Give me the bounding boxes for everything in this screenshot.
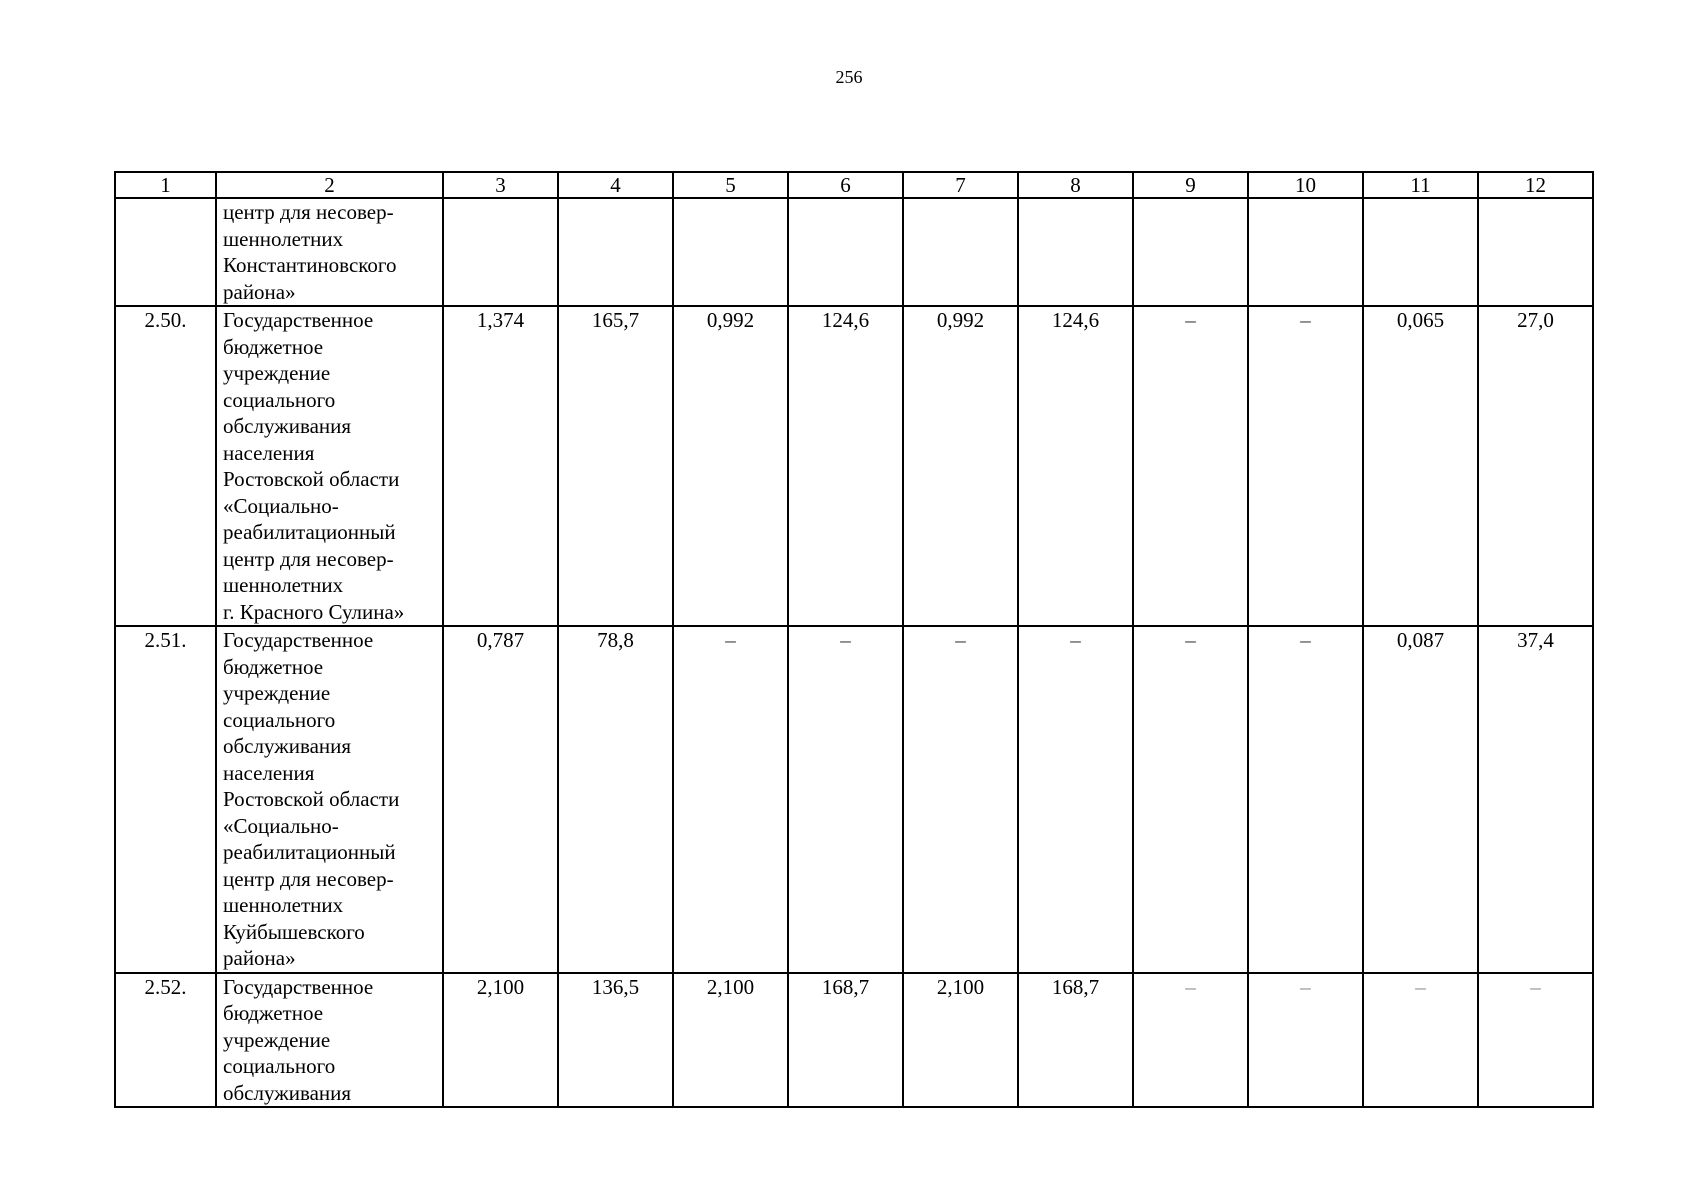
table-header-row xyxy=(115,172,1593,198)
value-cell: – xyxy=(1133,626,1248,973)
name-line: бюджетное xyxy=(223,334,324,359)
value-cell xyxy=(1363,198,1478,306)
name-line: «Социально- xyxy=(223,493,339,518)
name-line: населения xyxy=(223,760,315,785)
data-table xyxy=(114,171,1594,1108)
name-line: г. Красного Сулина» xyxy=(223,599,405,624)
table-row xyxy=(115,198,1593,306)
value-cell: 124,6 xyxy=(788,306,903,626)
column-header: 2 xyxy=(216,172,443,198)
value-cell: 168,7 xyxy=(788,973,903,1108)
name-line: центр для несовер- xyxy=(223,200,394,224)
value-cell: 0,992 xyxy=(903,306,1018,626)
value-cell: – xyxy=(1363,973,1478,1108)
name-line: социального xyxy=(223,707,336,732)
value-cell: 37,4 xyxy=(1478,626,1593,973)
name-line: социального xyxy=(223,1054,336,1078)
value-cell xyxy=(1018,198,1133,306)
value-cell: 168,7 xyxy=(1018,973,1133,1108)
name-line: центр для несовер- xyxy=(223,546,394,571)
name-line: шеннолетних xyxy=(223,573,344,597)
name-line: населения xyxy=(223,440,315,465)
value-cell: 2,100 xyxy=(443,973,558,1108)
name-line: бюджетное xyxy=(223,654,324,679)
name-line: учреждение xyxy=(223,1027,331,1052)
row-number: 2.51. xyxy=(115,626,216,973)
row-number: 2.50. xyxy=(115,306,216,626)
value-cell: 0,787 xyxy=(443,626,558,973)
value-cell: – xyxy=(1248,626,1363,973)
column-header: 7 xyxy=(903,172,1018,198)
value-cell: 0,065 xyxy=(1363,306,1478,626)
table-row xyxy=(115,306,1593,626)
value-cell: 124,6 xyxy=(1018,306,1133,626)
name-line: Государственное xyxy=(223,308,374,332)
column-header: 9 xyxy=(1133,172,1248,198)
name-line: Ростовской области xyxy=(223,467,400,491)
value-cell: – xyxy=(1018,626,1133,973)
name-line: центр для несовер- xyxy=(223,866,394,891)
name-line: обслуживания xyxy=(223,414,352,438)
row-number xyxy=(115,198,216,306)
value-cell: – xyxy=(1133,306,1248,626)
name-line: шеннолетних xyxy=(223,226,344,251)
institution-name xyxy=(216,306,443,626)
table-row xyxy=(115,626,1593,973)
name-line: района» xyxy=(223,279,296,304)
institution-name xyxy=(216,198,443,306)
value-cell: – xyxy=(1133,973,1248,1108)
column-header: 11 xyxy=(1363,172,1478,198)
column-header: 4 xyxy=(558,172,673,198)
value-cell xyxy=(788,198,903,306)
name-line: Константиновского xyxy=(223,253,397,277)
column-header: 8 xyxy=(1018,172,1133,198)
page-number: 256 xyxy=(835,67,863,87)
table-row xyxy=(115,973,1593,1108)
value-cell: – xyxy=(673,626,788,973)
name-line: шеннолетних xyxy=(223,893,344,917)
value-cell: 27,0 xyxy=(1478,306,1593,626)
value-cell: 136,5 xyxy=(558,973,673,1108)
name-line: Государственное xyxy=(223,974,374,999)
name-line: района» xyxy=(223,946,296,970)
value-cell: – xyxy=(1478,973,1593,1108)
name-line: Ростовской области xyxy=(223,787,400,811)
name-line: Государственное xyxy=(223,628,374,652)
value-cell: 2,100 xyxy=(903,973,1018,1108)
value-cell: 0,087 xyxy=(1363,626,1478,973)
institution-name xyxy=(216,973,443,1108)
name-line: социального xyxy=(223,387,336,412)
name-line: обслуживания xyxy=(223,734,352,758)
value-cell xyxy=(903,198,1018,306)
name-line: учреждение xyxy=(223,681,331,705)
name-line: реабилитационный xyxy=(223,840,396,864)
column-header: 1 xyxy=(115,172,216,198)
value-cell: 1,374 xyxy=(443,306,558,626)
name-line: Куйбышевского xyxy=(223,919,365,944)
column-header: 3 xyxy=(443,172,558,198)
column-header: 12 xyxy=(1478,172,1593,198)
value-cell: – xyxy=(1248,973,1363,1108)
value-cell xyxy=(1478,198,1593,306)
column-header: 6 xyxy=(788,172,903,198)
value-cell: – xyxy=(788,626,903,973)
name-line: обслуживания xyxy=(223,1080,352,1105)
value-cell xyxy=(1133,198,1248,306)
value-cell: 0,992 xyxy=(673,306,788,626)
value-cell xyxy=(1248,198,1363,306)
name-line: бюджетное xyxy=(223,1001,324,1025)
institution-name xyxy=(216,626,443,973)
name-line: «Социально- xyxy=(223,813,339,838)
value-cell xyxy=(558,198,673,306)
value-cell xyxy=(443,198,558,306)
column-header: 5 xyxy=(673,172,788,198)
column-header: 10 xyxy=(1248,172,1363,198)
name-line: учреждение xyxy=(223,361,331,385)
row-number: 2.52. xyxy=(115,973,216,1108)
value-cell: 165,7 xyxy=(558,306,673,626)
value-cell: 2,100 xyxy=(673,973,788,1108)
value-cell xyxy=(673,198,788,306)
name-line: реабилитационный xyxy=(223,520,396,544)
value-cell: – xyxy=(1248,306,1363,626)
value-cell: – xyxy=(903,626,1018,973)
value-cell: 78,8 xyxy=(558,626,673,973)
